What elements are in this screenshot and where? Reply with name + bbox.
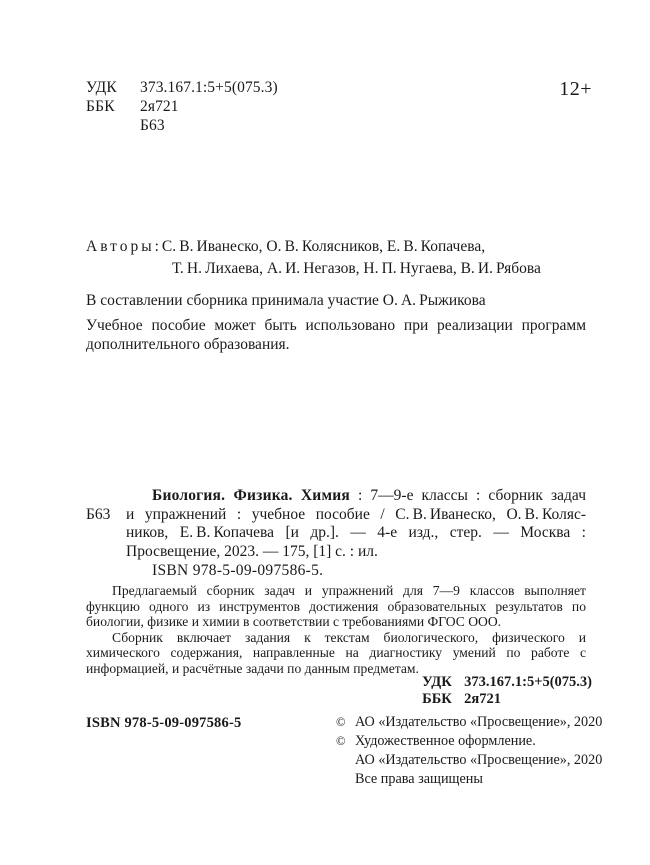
- authors-label: Авторы:: [86, 238, 162, 255]
- classification-top-block: [86, 78, 586, 135]
- usage-note-line-1: Учебное пособие может быть использовано при реализации программ: [86, 317, 586, 334]
- classification-bottom-block: [422, 674, 592, 708]
- biblio-author-mark: Б63: [86, 505, 111, 523]
- annotation-paragraph-2: Сборник включает задания к текстам биологического, физического и химического содержания, направленные на диагностику умений по работе с информацией, и расчётные задачи по данным предметам.: [86, 629, 586, 676]
- compiler-note: В составлении сборника принимала участие О. А. Рыжикова: [86, 292, 486, 309]
- usage-note: [86, 316, 586, 354]
- footer-isbn: ISBN 978-5-09-097586-5: [86, 715, 242, 731]
- copyright-line-3: АО «Издательство «Просвещение», 2020: [355, 752, 603, 768]
- authors-line-1: [86, 236, 586, 258]
- bbk-label: ББК: [86, 98, 115, 115]
- biblio-line-3: ников, Е. В. Копачева [и др.]. — 4-е изд., стер. — Москва :: [126, 524, 586, 541]
- copyright-line-2: Художественное оформление.: [355, 733, 536, 749]
- udk-value: 373.167.1:5+5(075.3): [140, 79, 278, 96]
- bbk-value-bottom: 2я721: [464, 691, 501, 707]
- classification-bottom-row-udk: [422, 674, 592, 691]
- copyright-line-1: АО «Издательство «Просвещение», 2020: [355, 714, 603, 730]
- classification-row-udk: [86, 78, 586, 97]
- author-mark-label: [86, 116, 140, 135]
- copyright-row-1: [336, 713, 603, 732]
- udk-label-bottom: УДК: [422, 674, 452, 690]
- biblio-title: Биология. Физика. Химия: [152, 487, 350, 504]
- biblio-text-block: [126, 487, 586, 561]
- age-rating-badge: 12+: [559, 78, 592, 100]
- author-mark-value: Б63: [140, 117, 165, 134]
- copyright-icon: ©: [336, 715, 346, 729]
- classification-row-bbk: [86, 97, 586, 116]
- copyright-line-4: Все права защищены: [355, 771, 483, 787]
- biblio-line-1-rest: : 7—9-е классы : сборник задач: [349, 487, 586, 504]
- bbk-label-bottom: ББК: [422, 691, 452, 707]
- authors-names-line-1: С. В. Иванеско, О. В. Колясников, Е. В. Копачева,: [161, 238, 486, 255]
- bbk-value: 2я721: [140, 98, 179, 115]
- authors-block: [86, 236, 586, 280]
- copyright-block: [336, 713, 603, 789]
- classification-bottom-row-bbk: [422, 691, 592, 708]
- biblio-line-4: Просвещение, 2023. — 175, [1] с. : ил.: [126, 542, 378, 560]
- copyright-row-2: [336, 732, 596, 751]
- usage-note-line-2: дополнительного образования.: [86, 336, 290, 353]
- udk-value-bottom: 373.167.1:5+5(075.3): [464, 674, 592, 690]
- authors-line-2: Т. Н. Лихаева, А. И. Негазов, Н. П. Нугаева, В. И. Рябова: [172, 260, 541, 277]
- biblio-line-1: [126, 487, 586, 506]
- copyright-icon-2: ©: [336, 734, 346, 748]
- annotation-block: [86, 583, 586, 677]
- classification-row-author-mark: [86, 116, 586, 135]
- biblio-line-2: и упражнений : учебное пособие / С. В. Иванеско, О. В. Коляс-: [126, 505, 586, 523]
- annotation-paragraph-1: Предлагаемый сборник задач и упражнений для 7—9 классов выполняет функцию одного из инструментов достижения образовательных результатов по биологии, физике и химии в соответствии с требованиями ФГОС ООО.: [86, 583, 586, 630]
- biblio-isbn: ISBN 978-5-09-097586-5.: [152, 562, 324, 579]
- bibliographic-record: [86, 487, 586, 580]
- udk-label: УДК: [86, 79, 117, 96]
